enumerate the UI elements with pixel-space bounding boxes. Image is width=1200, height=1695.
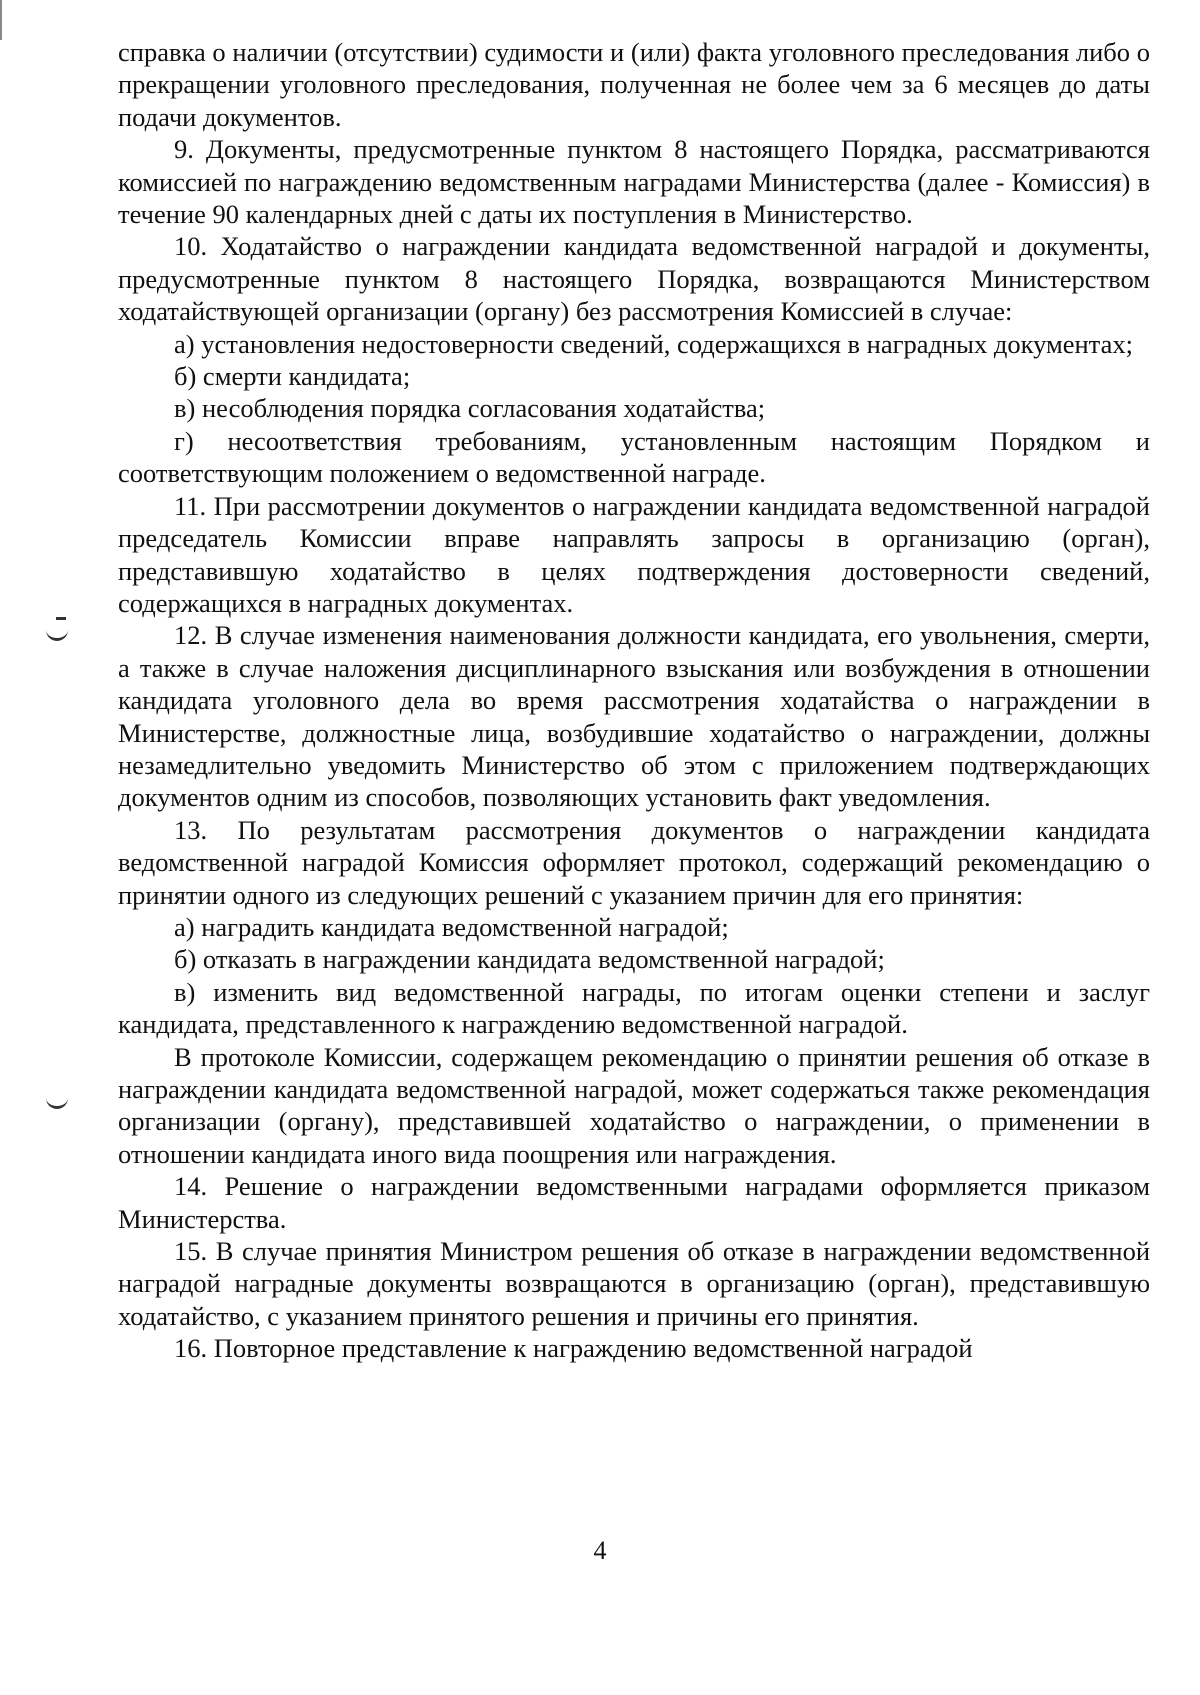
document-body — [118, 36, 1150, 1365]
scan-mark-dash — [56, 617, 66, 620]
scan-mark-hole-2 — [46, 1096, 68, 1109]
paragraph-10-b: б) смерти кандидата; — [174, 361, 411, 392]
paragraph-10: 10. Ходатайство о награждении кандидата ведомственной наградой и документы, предусмотренные пунктом 8 настоящего Порядка, возвращаются Министерством ходатайствующей организации (органу) без рассмотрения Комиссией в случае: — [118, 231, 1150, 327]
paragraph-10-v: в) несоблюдения порядка согласования ходатайства; — [174, 393, 766, 424]
paragraph-certificate: справка о наличии (отсутствии) судимости и (или) факта уголовного преследования либо о прекращении уголовного преследования, полученная не более чем за 6 месяцев до даты подачи документов. — [118, 37, 1150, 132]
paragraph-11: 11. При рассмотрении документов о награждении кандидата ведомственной наградой председатель Комиссии вправе направлять запросы в организацию (орган), представившую ходатайство в целях подтверждения достоверности сведений, содержащихся в наградных документах. — [118, 490, 1150, 618]
paragraph-9: 9. Документы, предусмотренные пунктом 8 настоящего Порядка, рассматриваются комиссией по награждению ведомственным наградами Министерства (далее - Комиссия) в течение 90 календарных дней с даты их поступления в Министерство. — [118, 134, 1150, 230]
paragraph-10-a: а) установления недостоверности сведений, содержащихся в наградных документах; — [174, 328, 1133, 359]
paragraph-13: 13. По результатам рассмотрения документов о награждении кандидата ведомственной наградой Комиссия оформляет протокол, содержащий рекомендацию о принятии одного из следующих решений с указанием причин для его принятия: — [118, 814, 1150, 910]
paragraph-10-g: г) несоответствия требованиям, установленным настоящим Порядком и соответствующим положением о ведомственной награде. — [118, 425, 1150, 489]
page-number: 4 — [593, 1536, 607, 1565]
scan-mark-hole-1 — [46, 628, 68, 641]
paragraph-13-protocol: В протоколе Комиссии, содержащем рекомендацию о принятии решения об отказе в награждении кандидата ведомственной наградой, может содержаться также рекомендация организации (органу), представившей ходатайство о награждении, о применении в отношении кандидата иного вида поощрения или награждения. — [118, 1041, 1150, 1169]
paragraph-13-b: б) отказать в награждении кандидата ведомственной наградой; — [174, 944, 885, 975]
paragraph-13-v: в) изменить вид ведомственной награды, по итогам оценки степени и заслуг кандидата, представленного к награждению ведомственной наградой. — [118, 976, 1150, 1040]
scan-edge-artifact — [0, 0, 2, 40]
paragraph-13-a: а) наградить кандидата ведомственной наградой; — [174, 911, 729, 942]
paragraph-15: 15. В случае принятия Министром решения об отказе в награждении ведомственной наградой наградные документы возвращаются в организацию (орган), представившую ходатайство, с указанием принятого решения и причины его принятия. — [118, 1236, 1150, 1331]
paragraph-12: 12. В случае изменения наименования должности кандидата, его увольнения, смерти, а также в случае наложения дисциплинарного взыскания или возбуждения в отношении кандидата уголовного дела во время рассмотрения ходатайства о награждении в Министерстве, должностные лица, возбудившие ходатайство о награждении, должны незамедлительно уведомить Министерство об этом с приложением подтверждающих документов одним из способов, позволяющих установить факт уведомления. — [118, 620, 1150, 813]
paragraph-14: 14. Решение о награждении ведомственными наградами оформляется приказом Министерства. — [118, 1171, 1150, 1234]
paragraph-16: 16. Повторное представление к награждению ведомственной наградой — [174, 1333, 973, 1364]
